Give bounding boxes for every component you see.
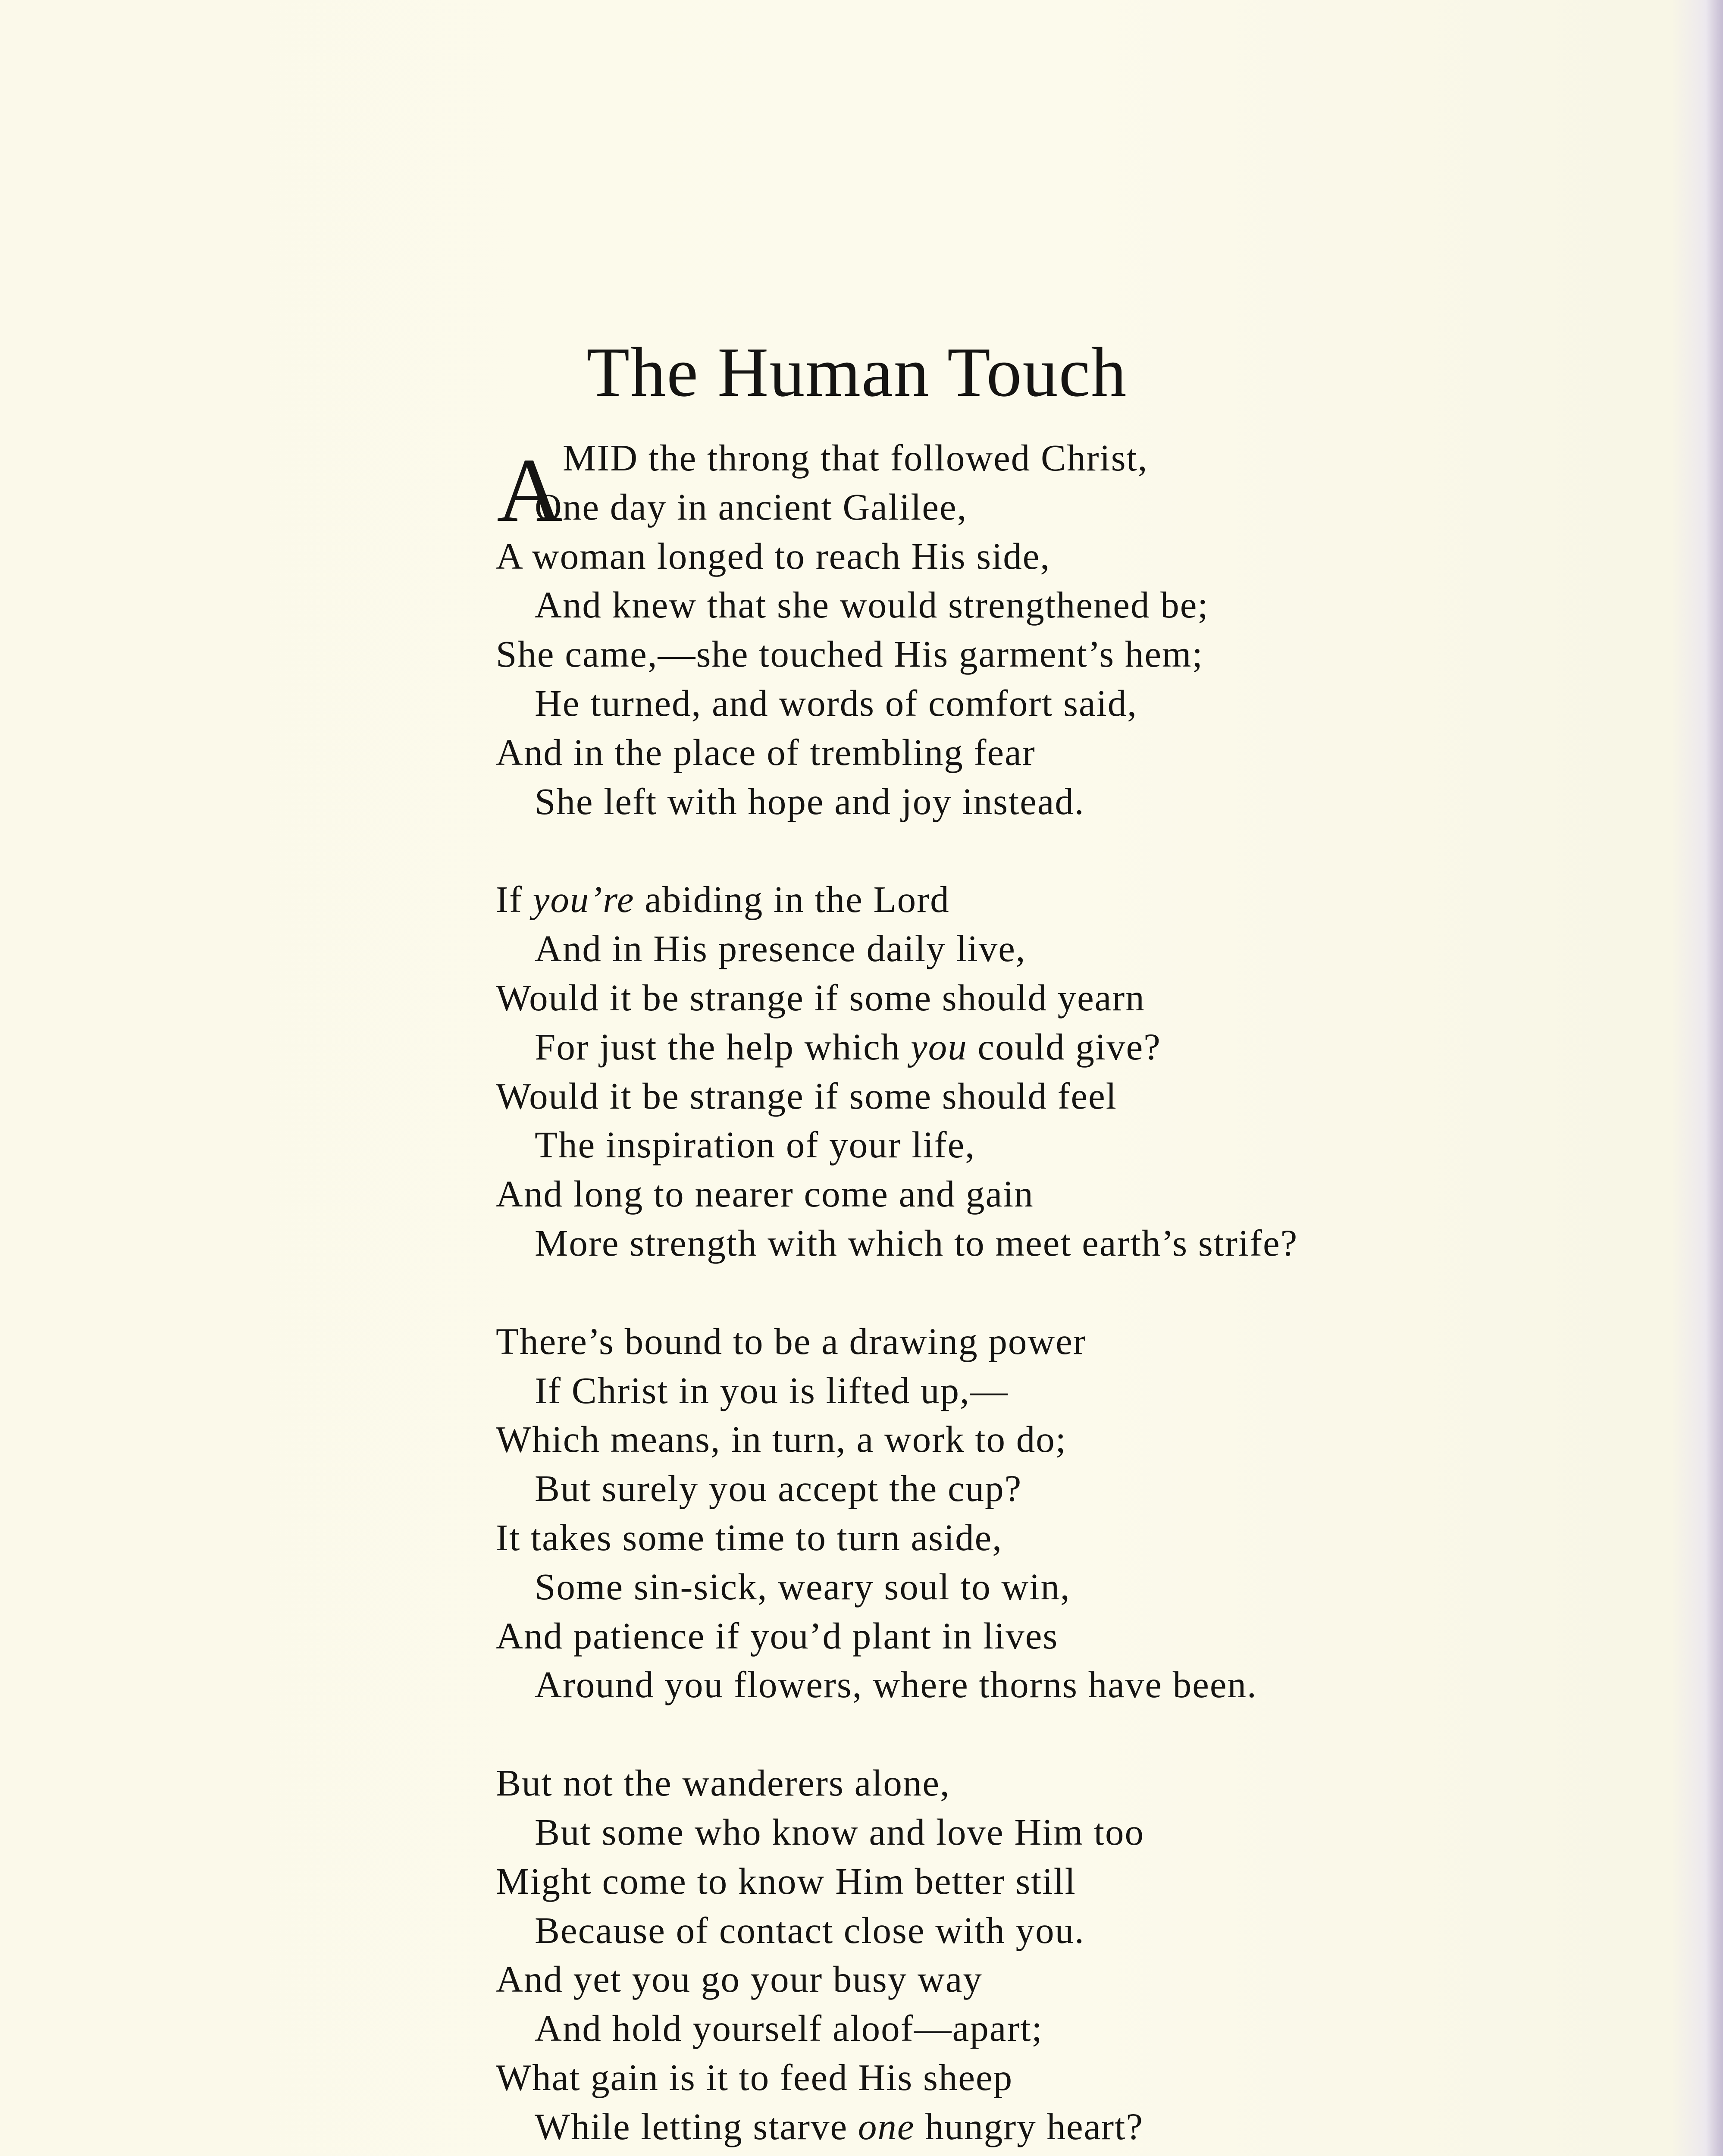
poem-line: And knew that she would strengthened be; <box>535 584 1209 626</box>
poem-line: A woman longed to reach His side, <box>496 535 1051 577</box>
poem-line: She left with hope and joy instead. <box>535 780 1085 822</box>
poem-line: And long to nearer come and gain <box>496 1173 1034 1215</box>
poem-line: And hold yourself aloof—apart; <box>535 2007 1043 2049</box>
poem-line: And in the place of trembling fear <box>496 731 1036 773</box>
poem-line: If you’re abiding in the Lord <box>496 878 950 921</box>
poem-line: And patience if you’d plant in lives <box>496 1614 1059 1657</box>
poem-line: She came,—she touched His garment’s hem; <box>496 633 1203 675</box>
poem-line: The inspiration of your life, <box>535 1124 976 1166</box>
emphasis: one <box>858 2105 915 2147</box>
poem-line: And in His presence daily live, <box>535 928 1026 970</box>
page-edge-shadow <box>1706 0 1723 2156</box>
poem-line: Would it be strange if some should yearn <box>496 976 1145 1018</box>
stanza-2 <box>496 875 1552 1267</box>
stanza-1 <box>496 433 1552 826</box>
poem-line: Might come to know Him better still <box>496 1860 1076 1902</box>
emphasis: you <box>911 1025 968 1068</box>
poem-line: He turned, and words of comfort said, <box>535 682 1137 724</box>
poem-line: Would it be strange if some should feel <box>496 1075 1117 1117</box>
opening-line-text: MID the throng that followed Christ, <box>563 437 1148 479</box>
poem-line: What gain is it to feed His sheep <box>496 2056 1013 2098</box>
poem-line: If Christ in you is lifted up,— <box>535 1369 1009 1411</box>
poem-line: Some sin-sick, weary soul to win, <box>535 1565 1071 1608</box>
poem-body <box>496 433 1552 2156</box>
poem-line: Which means, in turn, a work to do; <box>496 1418 1067 1460</box>
poem-line: For just the help which you could give? <box>535 1025 1161 1068</box>
poem-line: It takes some time to turn aside, <box>496 1516 1002 1558</box>
stanza-4 <box>496 1758 1552 2151</box>
poem-line: But surely you accept the cup? <box>535 1467 1022 1510</box>
poem-line: While letting starve one hungry heart? <box>535 2105 1143 2147</box>
poem-line: But not the wanderers alone, <box>496 1762 950 1804</box>
stanza-3 <box>496 1317 1552 1709</box>
emphasis: you’re <box>533 878 635 921</box>
poem-line: More strength with which to meet earth’s strife? <box>535 1222 1298 1264</box>
poem-line: And yet you go your busy way <box>496 1958 983 2000</box>
poem-title: The Human Touch <box>586 333 1128 411</box>
drop-cap: A <box>497 439 564 541</box>
poem-line: There’s bound to be a drawing power <box>496 1320 1087 1362</box>
poem-line: But some who know and love Him too <box>535 1811 1144 1853</box>
poem-line: One day in ancient Galilee, <box>535 486 968 528</box>
poem-line: Because of contact close with you. <box>535 1909 1085 1951</box>
poem-line: Around you flowers, where thorns have been. <box>535 1664 1257 1706</box>
